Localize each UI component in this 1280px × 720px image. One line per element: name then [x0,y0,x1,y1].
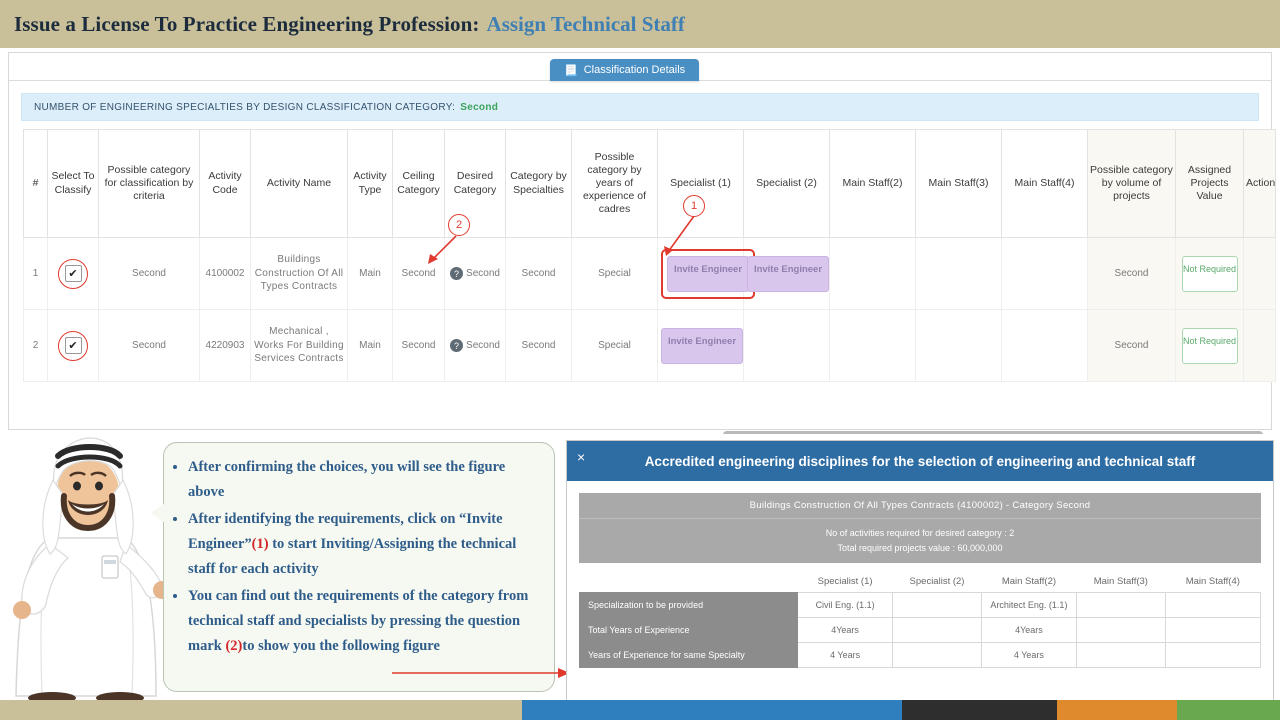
footer-segment-2 [522,700,902,720]
modal-row-label: Total Years of Experience [580,618,798,643]
col-ceiling-category: Ceiling Category [393,130,445,238]
modal-col-specialist-2: Specialist (2) [909,576,965,587]
modal-requirements-strip [579,518,1261,563]
info-value: Second [460,101,499,113]
instruction-callout-ref: (2) [225,638,243,654]
cell-activity-name: Buildings Construction Of All Types Contracts [251,238,348,310]
connector-arrow [390,660,580,686]
activities-table [23,129,1276,382]
cell-desired-category [445,238,506,310]
cell-index: 1 [24,238,48,310]
col-possible-category-volume: Possible category by volume of projects [1088,130,1176,238]
tab-bar [9,53,1271,81]
select-checkbox[interactable]: ✔ [65,265,82,282]
col-possible-category-experience: Possible category by years of experience of cadres [572,130,658,238]
select-checkbox[interactable]: ✔ [65,337,82,354]
cell-ceiling-category: Second [393,310,445,382]
list-item [188,584,540,659]
cell-main-staff-2 [830,310,916,382]
modal-cell-main-staff-4 [1165,618,1260,643]
list-item [188,455,540,505]
col-main-staff-4: Main Staff(4) [1002,130,1088,238]
cell-activity-name: Mechanical , Works For Building Services Contracts [251,310,348,382]
instruction-text: You can find out the requirements of the category from technical staff and specialists by pressing the question mark [188,588,529,654]
cell-activity-code: 4220903 [200,310,251,382]
highlight-circle [58,331,88,361]
question-mark-icon[interactable]: ? [450,339,463,352]
cell-select-to-classify[interactable] [48,238,99,310]
required-value-line: Total required projects value : 60,000,000 [837,543,1003,553]
invite-engineer-button[interactable]: Invite Engineer [661,328,743,364]
modal-table-row [580,643,1261,668]
modal-cell-specialist-2 [893,593,982,618]
page-title: Issue a License To Practice Engineering Profession: [14,11,480,36]
col-assigned-projects-value: Assigned Projects Value [1176,130,1244,238]
question-mark-icon[interactable]: ? [450,267,463,280]
cell-possible-by-experience: Special [572,310,658,382]
modal-title: Accredited engineering disciplines for the selection of engineering and technical staff [644,453,1196,469]
desired-category-value: Second [466,340,500,352]
col-activity-name: Activity Name [251,130,348,238]
instruction-text-cont: to show you the following figure [242,638,440,654]
document-icon: 📃 [564,64,578,77]
cell-category-by-specialties: Second [506,238,572,310]
cell-possible-by-volume: Second [1088,310,1176,382]
cell-desired-category [445,310,506,382]
modal-cell-main-staff-3 [1077,643,1166,668]
modal-cell-specialist-1: 4Years [797,618,892,643]
cell-select-to-classify[interactable] [48,310,99,382]
modal-table-row [580,618,1261,643]
instruction-callout-ref: (1) [251,536,269,552]
page-header [0,0,1280,48]
instructions-bubble [163,442,555,692]
cell-specialist-2 [744,238,830,310]
table-header-row [24,130,1276,238]
list-item [188,507,540,582]
cell-main-staff-4 [1002,310,1088,382]
tab-label: Classification Details [583,64,686,76]
col-activity-type: Activity Type [348,130,393,238]
desired-category-value: Second [466,268,500,280]
cell-main-staff-2 [830,238,916,310]
footer-strip [0,700,1280,720]
modal-cell-main-staff-4 [1165,593,1260,618]
col-specialist-2: Specialist (2) [744,130,830,238]
highlight-circle [58,259,88,289]
cell-possible-by-volume: Second [1088,238,1176,310]
cell-ceiling-category: Second [393,238,445,310]
cell-activity-type: Main [348,310,393,382]
cell-main-staff-3 [916,238,1002,310]
cell-action[interactable] [1244,310,1276,382]
col-index: # [24,130,48,238]
modal-cell-main-staff-2: 4 Years [981,643,1076,668]
instruction-text-cont: to start Inviting/Assigning the technical staff for each activity [188,536,517,577]
not-required-badge: Not Required [1182,328,1238,364]
modal-cell-specialist-1: Civil Eng. (1.1) [797,593,892,618]
modal-cell-main-staff-2: 4Years [981,618,1076,643]
cell-specialist-2 [744,310,830,382]
cell-assigned-projects-value [1176,310,1244,382]
footer-segment-1 [0,700,522,720]
col-desired-category: Desired Category [445,130,506,238]
cell-category-by-specialties: Second [506,310,572,382]
modal-col-main-staff-4: Main Staff(4) [1185,576,1240,587]
callout-2: 2 [448,214,470,236]
cell-possible-by-experience: Special [572,238,658,310]
explanation-area [0,434,1280,720]
table-row [24,310,1276,382]
modal-cell-main-staff-4 [1165,643,1260,668]
cell-index: 2 [24,310,48,382]
modal-col-main-staff-3: Main Staff(3) [1093,576,1148,587]
footer-segment-4 [1057,700,1177,720]
cell-activity-code: 4100002 [200,238,251,310]
classification-panel [8,52,1276,430]
required-activities-line: No of activities required for desired category : 2 [825,528,1015,538]
modal-cell-specialist-2 [893,618,982,643]
cell-possible-criteria: Second [99,238,200,310]
col-activity-code: Activity Code [200,130,251,238]
info-label: NUMBER OF ENGINEERING SPECIALTIES BY DESIGN CLASSIFICATION CATEGORY: [34,101,456,113]
cell-main-staff-4 [1002,238,1088,310]
col-main-staff-3: Main Staff(3) [916,130,1002,238]
modal-row-label: Years of Experience for same Specialty [580,643,798,668]
invite-engineer-button[interactable]: Invite Engineer [667,256,749,292]
modal-body [567,481,1273,668]
callout-1: 1 [683,195,705,217]
footer-segment-5 [1177,700,1280,720]
not-required-badge: Not Required [1182,256,1238,292]
instructions-list [188,455,540,659]
col-category-by-specialties: Category by Specialties [506,130,572,238]
specialties-info-bar [21,93,1259,121]
col-specialist-1: Specialist (1) [658,130,744,238]
invite-engineer-button[interactable]: Invite Engineer [747,256,829,292]
modal-row-label: Specialization to be provided [580,593,798,618]
activities-table-wrapper [23,129,1276,439]
page-subtitle: Assign Technical Staff [486,11,685,36]
modal-cell-specialist-2 [893,643,982,668]
modal-col-main-staff-2: Main Staff(2) [1001,576,1057,587]
footer-segment-3 [902,700,1057,720]
invite-highlight-box [661,249,755,299]
cell-specialist-1 [658,238,744,310]
cell-action[interactable] [1244,238,1276,310]
col-possible-category-criteria: Possible category for classification by criteria [99,130,200,238]
tab-classification-details[interactable] [550,59,699,81]
table-row [24,238,1276,310]
modal-col-specialist-1: Specialist (1) [817,576,873,587]
modal-cell-main-staff-3 [1077,618,1166,643]
cell-assigned-projects-value [1176,238,1244,310]
col-action: Action [1244,130,1276,238]
modal-activity-strip: Buildings Construction Of All Types Contracts (4100002) - Category Second [579,493,1261,518]
cell-specialist-1 [658,310,744,382]
instruction-text: After confirming the choices, you will see the figure above [188,459,506,500]
modal-cell-specialist-1: 4 Years [797,643,892,668]
cell-possible-criteria: Second [99,310,200,382]
modal-header-row [580,571,1261,593]
modal-cell-main-staff-2: Architect Eng. (1.1) [981,593,1076,618]
mascot-illustration [6,434,176,702]
modal-header [567,441,1273,481]
disciplines-modal [566,440,1274,708]
cell-activity-type: Main [348,238,393,310]
modal-col-blank [580,571,798,593]
instruction-text: After identifying the requirements, click on “Invite Engineer” [188,511,503,552]
col-main-staff-2: Main Staff(2) [830,130,916,238]
col-select-to-classify: Select To Classify [48,130,99,238]
close-icon[interactable]: × [577,449,586,465]
cell-main-staff-3 [916,310,1002,382]
modal-cell-main-staff-3 [1077,593,1166,618]
modal-requirements-table [579,571,1261,668]
modal-table-row [580,593,1261,618]
